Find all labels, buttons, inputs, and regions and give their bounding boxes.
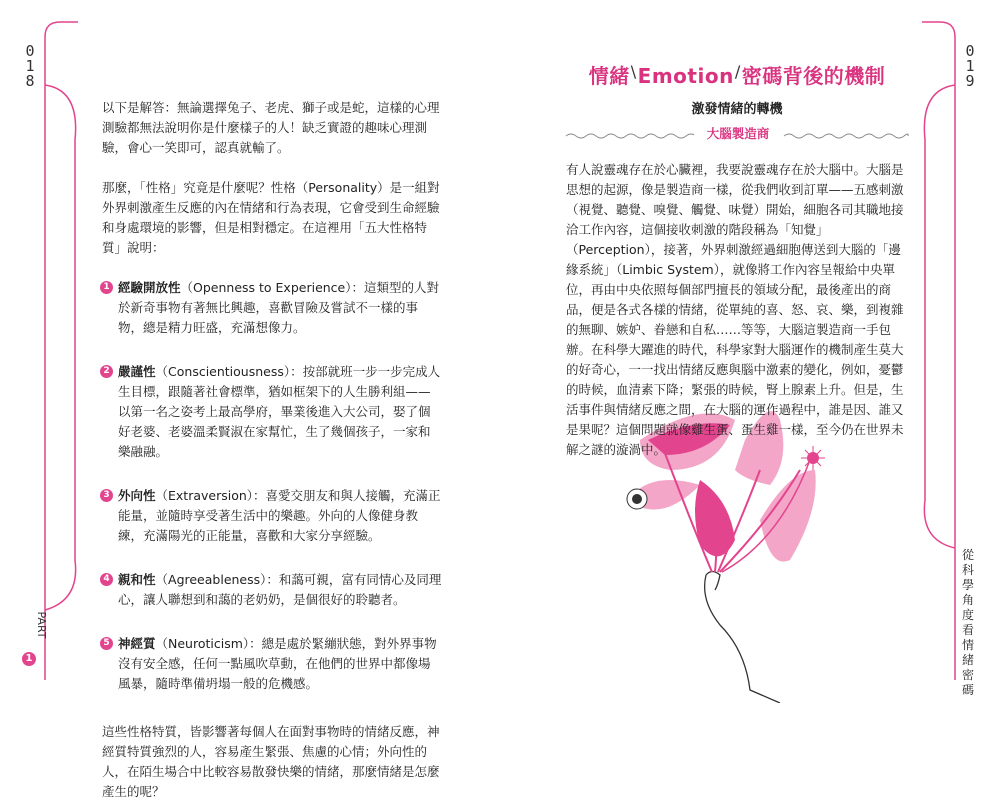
closing-paragraph: 這些性格特質，皆影響著每個人在面對事物時的情緒反應，神經質特質強烈的人，容易產生緊張、焦慮的心情；外向性的人，在陌生場合中比較容易散發快樂的情緒，那麼情緒是怎麼產生的呢？ bbox=[102, 724, 440, 799]
trait-name: 神經質 bbox=[118, 636, 156, 651]
trait-number-badge: 5 bbox=[100, 637, 113, 650]
personality-paragraph: 那麼，「性格」究竟是什麼呢？性格（Personality）是一組對外界刺激產生反應的內在情緒和行為表現，它會受到生命經驗和身處環境的影響，但是相對穩定。在這裡用「五大性格特質」說明： bbox=[102, 180, 440, 255]
trait-text: （Extraversion）：喜愛交朋友和與人接觸，充滿正能量，並隨時享受著生活中的樂趣。外向的人像健身教練，充滿陽光的正能量，喜歡和大家分享經驗。 bbox=[118, 488, 441, 543]
trait-name: 嚴謹性 bbox=[118, 364, 156, 379]
trait-number-badge: 2 bbox=[100, 365, 113, 378]
section-tag: 大腦製造商 bbox=[694, 124, 782, 144]
trait-number-badge: 1 bbox=[100, 281, 113, 294]
part-marker bbox=[21, 606, 48, 644]
title-part1: 情緒 bbox=[588, 64, 630, 88]
trait-text: （Agreeableness）：和藹可親，富有同情心及同理心，讓人聯想到和藹的老奶奶，是個很好的聆聽者。 bbox=[118, 572, 442, 607]
trait-text: （Openness to Experience）：這類型的人對於新奇事物有著無比興趣，喜歡冒險及嘗試不一樣的事物，總是精力旺盛，充滿想像力。 bbox=[118, 280, 439, 335]
part-label: PART bbox=[35, 611, 48, 639]
trait-number-badge: 4 bbox=[100, 573, 113, 586]
trait-text: （Neuroticism）：總是處於緊繃狀態，對外界事物沒有安全感，任何一點風吹草動，在他們的世界中都像場風暴，隨時準備坍塌一般的危機感。 bbox=[118, 636, 437, 691]
left-page-body bbox=[102, 98, 442, 802]
intro-paragraph: 以下是解答：無論選擇兔子、老虎、獅子或是蛇，這樣的心理測驗都無法說明你是什麼樣子的人！缺乏實證的趣味心理測驗，會心一笑即可，認真就輸了。 bbox=[102, 100, 440, 155]
trait-name: 經驗開放性 bbox=[118, 280, 181, 295]
trait-item bbox=[102, 634, 442, 694]
subtitle: 激發情緒的轉機 bbox=[691, 102, 783, 117]
section-tag-row bbox=[566, 124, 908, 146]
trait-name: 親和性 bbox=[118, 572, 156, 587]
side-running-title: 從 科 學 角 度 看 情 緒 密 碼 bbox=[961, 548, 974, 697]
part-number-badge: 1 bbox=[22, 652, 36, 666]
chapter-title: 情緒\Emotion/密碼背後的機制 bbox=[588, 62, 886, 88]
page-number-left: 0 1 8 bbox=[25, 42, 35, 90]
title-part2: 密碼背後的機制 bbox=[741, 64, 886, 88]
trait-item bbox=[102, 570, 442, 610]
trait-number-badge: 3 bbox=[100, 489, 113, 502]
trait-name: 外向性 bbox=[118, 488, 156, 503]
trait-item bbox=[102, 486, 442, 546]
right-page-body: 有人說靈魂存在於心臟裡，我要說靈魂存在於大腦中。大腦是思想的起源，像是製造商一樣，從我們收到訂單——五感刺激（視覺、聽覺、嗅覺、觸覺、味覺）開始，細胞各司其職地接洽工作內容，這個接收刺激的階段稱為「知覺」（Perception），接著，外界刺激經過細胞傳送到大腦的「邊緣系統」（Limbic System），就像將工作內容呈報給中央單位，再由中央依照每個部門擅長的領域分配，最後產出的商品，便是各式各樣的情緒，從單純的喜、怒、哀、樂，到複雜的無聊、嫉妒、眷戀和自私……等等，大腦這製造商一手包辦。在科學大躍進的時代，科學家對大腦運作的機制產生莫大的好奇心，一一找出情緒反應與腦中激素的變化，例如，憂鬱的時候，血清素下降；緊張的時候，腎上腺素上升。但是，生活事件與情緒反應之間，在大腦的運作過程中，誰是因、誰又是果呢？這個問題就像雞生蛋、蛋生雞一樣，至今仍在世界未解之謎的漩渦中。 bbox=[566, 162, 904, 457]
trait-text: （Conscientiousness）：按部就班一步一步完成人生目標，跟隨著社會標準，猶如框架下的人生勝利組——以第一名之姿考上最高學府，畢業後進入大公司，娶了個好老婆、老婆溫柔賢淑在家幫忙，生了幾個孩子，一家和樂融融。 bbox=[118, 364, 441, 459]
trait-item bbox=[102, 278, 442, 338]
title-emotion: Emotion bbox=[637, 64, 734, 88]
page-number-right: 0 1 9 bbox=[965, 42, 975, 90]
trait-item bbox=[102, 362, 442, 462]
